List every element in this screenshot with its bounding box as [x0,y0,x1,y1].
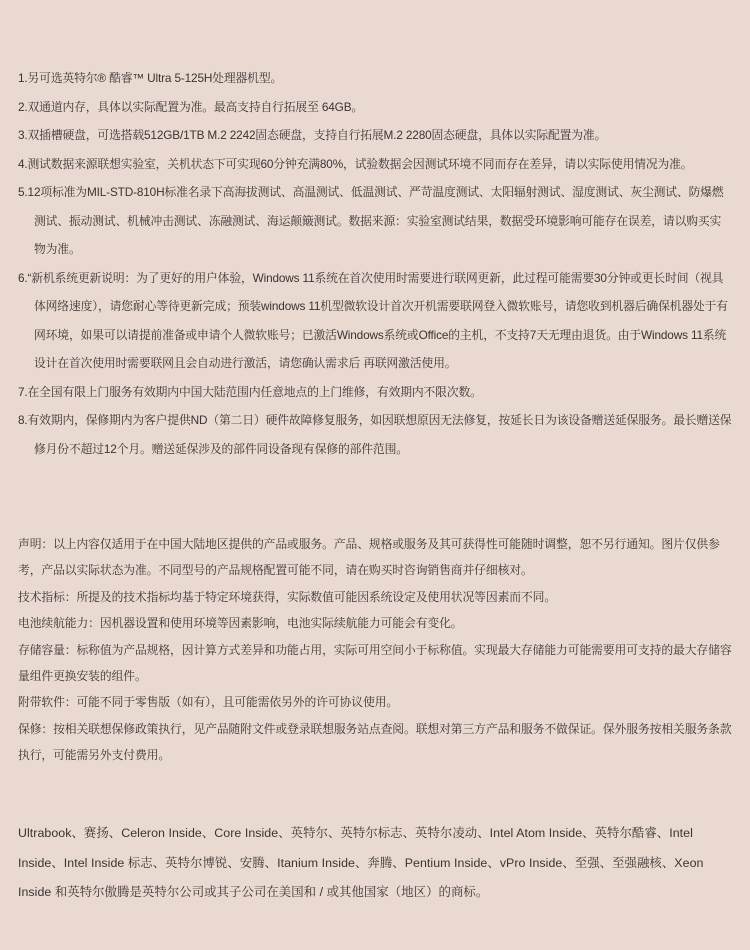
declarations-section [18,531,738,769]
footnote-7: 7.在全国有限上门服务有效期内中国大陆范围内任意地点的上门维修，有效期内不限次数。 [18,384,482,399]
footnote-3: 3.双插槽硬盘，可选搭载512GB/1TB M.2 2242固态硬盘，支持自行拓展M.2 2280固态硬盘，具体以实际配置为准。 [18,128,607,142]
footnote-5: 5.12项标准为MIL-STD-810H标准名录下高海拔测试、高温测试、低温测试、严苛温度测试、太阳辐射测试、湿度测试、灰尘测试、防爆燃测试、振动测试、机械冲击测试、冻融测试、海运颠簸测试。数据来源：实验室测试结果，数据受环境影响可能存在误差，请以购买实物为准。 [18,185,724,256]
footnote-4: 4.测试数据来源联想实验室，关机状态下可实现60分钟充满80%，试验数据会因测试环境不同而存在差异，请以实际使用情况为准。 [18,156,693,171]
declaration-bundled-software: 附带软件：可能不同于零售版（如有），且可能需依另外的许可协议使用。 [18,695,399,710]
trademark-section [18,819,738,908]
footnote-6: 6.“新机系统更新说明：为了更好的用户体验，Windows 11系统在首次使用时需要进行联网更新，此过程可能需要30分钟或更长时间（视具体网络速度），请您耐心等待更新完成；预装windows 11机型微软设计首次开机需要联网登入微软账号，请您收到机器后确保机器处于有网环境，如果可以请提前准备或申请个人微软账号；已激活Windows系统或Office的主机，不支持7天无理由退货。由于Windows 11系统设计在首次使用时需要联网且会自动进行激活，请您确认需求后 再联网激活使用。 [18,270,728,370]
declaration-technical-specs: 技术指标：所提及的技术指标均基于特定环境获得，实际数值可能因系统设定及使用状况等因素而不同。 [18,589,557,604]
trademark-notice: Ultrabook、赛扬、Celeron Inside、Core Inside、英特尔、英特尔标志、英特尔凌动、Intel Atom Inside、英特尔酷睿、Intel Inside、Intel Inside 标志、英特尔博锐、安腾、Itanium Inside、奔腾、Pentium Inside、vPro Inside、至强、至强融核、Xeon Inside 和英特尔傲腾是英特尔公司或其子公司在美国和 / 或其他国家（地区）的商标。 [18,826,704,899]
declaration-battery-life: 电池续航能力：因机器设置和使用环境等因素影响，电池实际续航能力可能会有变化。 [18,616,463,631]
declaration-statement: 声明：以上内容仅适用于在中国大陆地区提供的产品或服务。产品、规格或服务及其可获得性可能随时调整，恕不另行通知。图片仅供参考，产品以实际状态为准。不同型号的产品规格配置可能不同，请在购买时咨询销售商并仔细核对。 [18,537,720,578]
declaration-storage-capacity: 存储容量：标称值为产品规格，因计算方式差异和功能占用，实际可用空间小于标称值。实现最大存储能力可能需要用可支持的最大存储容量组件更换安装的组件。 [18,642,732,684]
declaration-warranty: 保修：按相关联想保修政策执行，见产品随附文件或登录联想服务站点查阅。联想对第三方产品和服务不做保证。保外服务按相关服务条款执行，可能需另外支付费用。 [18,721,732,763]
footnote-2: 2.双通道内存，具体以实际配置为准。最高支持自行拓展至 64GB。 [18,99,364,114]
footnotes-list [18,64,732,463]
footnote-1: 1.另可选英特尔® 酷睿™ Ultra 5-125H处理器机型。 [18,71,283,85]
footnote-8: 8.有效期内，保修期内为客户提供ND（第二日）硬件故障修复服务，如因联想原因无法修复，按延长日为该设备赠送延保服务。最长赠送保修月份不超过12个月。赠送延保涉及的部件同设备现有保修的部件范围。 [18,413,732,456]
